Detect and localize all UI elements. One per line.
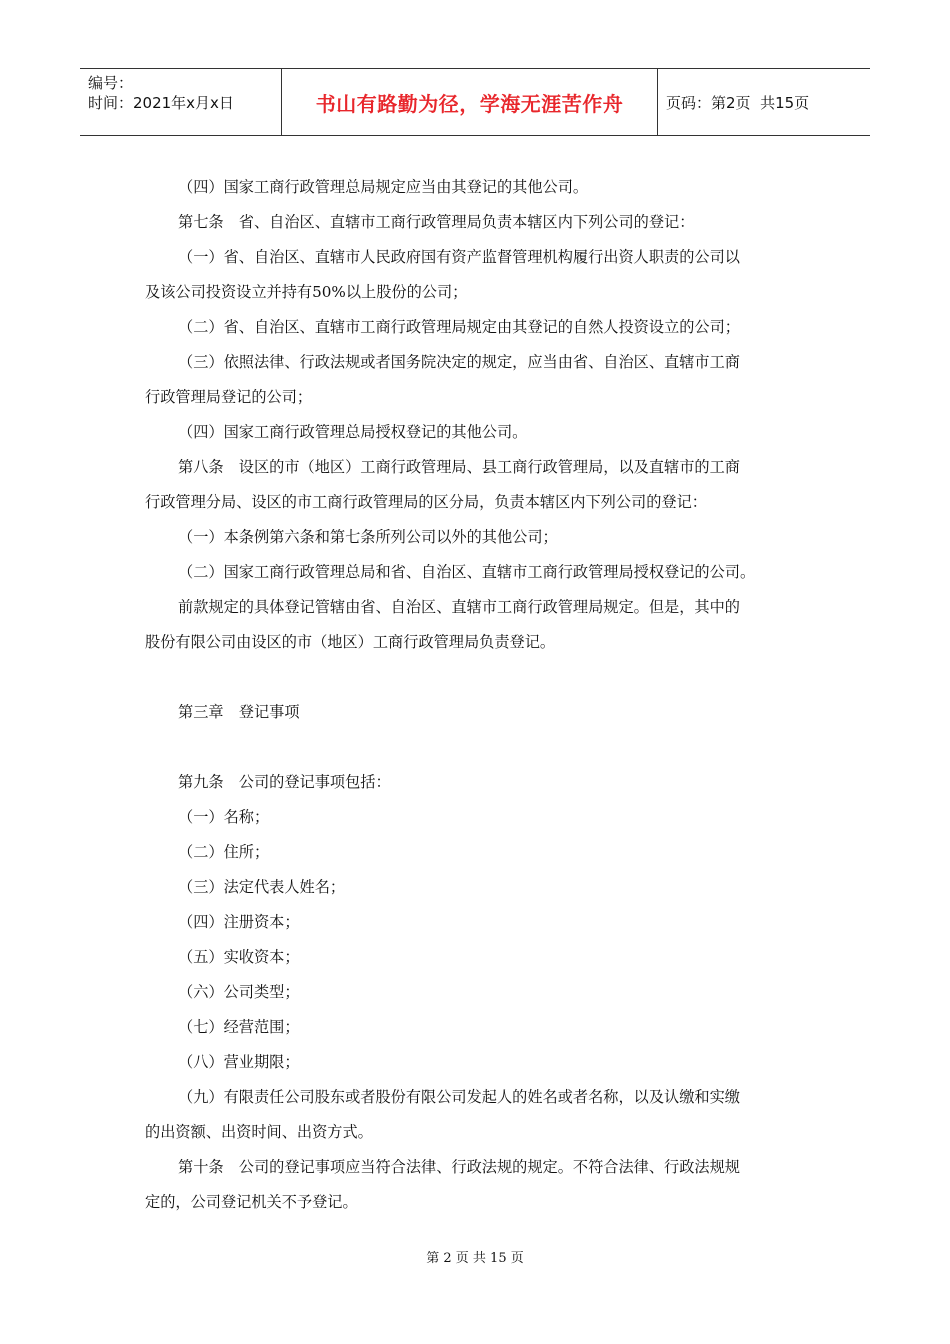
article-9-line: 第九条 公司的登记事项包括： (178, 773, 391, 791)
list-item: （一）名称； (178, 808, 270, 826)
paragraph-line: 行政管理分局、设区的市工商行政管理局的区分局，负责本辖区内下列公司的登记： (145, 493, 707, 511)
paragraph-line: （三）依照法律、行政法规或者国务院决定的规定，应当由省、自治区、直辖市工商 (178, 353, 740, 371)
article-7-line: 第七条 省、自治区、直辖市工商行政管理局负责本辖区内下列公司的登记： (178, 213, 695, 231)
document-number-label: 编号： (88, 74, 134, 92)
list-item: （五）实收资本； (178, 948, 300, 966)
paragraph-line: （四）国家工商行政管理总局规定应当由其登记的其他公司。 (178, 178, 589, 196)
paragraph-line: （一）本条例第六条和第七条所列公司以外的其他公司； (178, 528, 558, 546)
paragraph-line: 行政管理局登记的公司； (145, 388, 313, 406)
paragraph-line: 股份有限公司由设区的市（地区）工商行政管理局负责登记。 (145, 633, 556, 651)
paragraph-line: 前款规定的具体登记管辖由省、自治区、直辖市工商行政管理局规定。但是，其中的 (178, 598, 740, 616)
list-item: （六）公司类型； (178, 983, 300, 1001)
paragraph-line: 及该公司投资设立并持有50%以上股份的公司； (145, 283, 468, 301)
page-footer: 第 2 页 共 15 页 (426, 1251, 524, 1266)
list-item: （八）营业期限； (178, 1053, 300, 1071)
article-10-line: 第十条 公司的登记事项应当符合法律、行政法规的规定。不符合法律、行政法规规 (178, 1158, 740, 1176)
document-time-label: 时间：2021年x月x日 (88, 94, 234, 112)
paragraph-line: 的出资额、出资时间、出资方式。 (145, 1123, 373, 1141)
page-info-text: 页码：第2页 共15页 (666, 93, 810, 112)
article-8-line: 第八条 设区的市（地区）工商行政管理局、县工商行政管理局，以及直辖市的工商 (178, 458, 740, 476)
header-motto: 书山有路勤为径，学海无涯苦作舟 (282, 69, 658, 135)
list-item: （二）住所； (178, 843, 270, 861)
list-item: （七）经营范围； (178, 1018, 300, 1036)
list-item: （三）法定代表人姓名； (178, 878, 346, 896)
paragraph-line: （一）省、自治区、直辖市人民政府国有资产监督管理机构履行出资人职责的公司以 (178, 248, 740, 266)
chapter-heading: 第三章 登记事项 (178, 703, 300, 721)
document-header (80, 68, 870, 136)
paragraph-line: （四）国家工商行政管理总局授权登记的其他公司。 (178, 423, 528, 441)
list-item: （四）注册资本； (178, 913, 300, 931)
paragraph-line: 定的，公司登记机关不予登记。 (145, 1193, 358, 1211)
header-page-info (658, 69, 870, 135)
header-meta (80, 69, 282, 135)
paragraph-line: （二）省、自治区、直辖市工商行政管理局规定由其登记的自然人投资设立的公司； (178, 318, 740, 336)
list-item: （九）有限责任公司股东或者股份有限公司发起人的姓名或者名称，以及认缴和实缴 (178, 1088, 740, 1106)
paragraph-line: （二）国家工商行政管理总局和省、自治区、直辖市工商行政管理局授权登记的公司。 (178, 563, 756, 581)
